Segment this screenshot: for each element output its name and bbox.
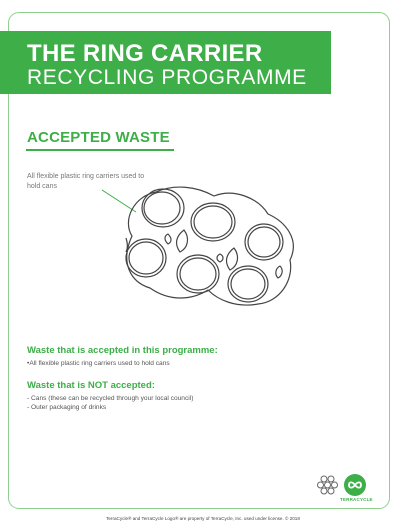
accepted-list-heading: Waste that is accepted in this programme: — [27, 345, 218, 356]
not-accepted-list — [27, 394, 193, 412]
hexagon-cluster-icon — [316, 474, 340, 498]
list-item: • All flexible plastic ring carriers used to hold cans — [27, 359, 170, 368]
infinity-loop-icon — [343, 473, 367, 497]
brand-wordmark: TERRACYCLE — [340, 497, 373, 502]
illustration-callout: All flexible plastic ring carriers used to hold cans — [27, 173, 145, 190]
not-accepted-list-heading: Waste that is NOT accepted: — [27, 380, 155, 391]
list-item: - Outer packaging of drinks — [27, 403, 193, 412]
ring-carrier-illustration — [116, 178, 300, 308]
heading-underline — [26, 149, 174, 151]
legal-footer: TerraCycle® and TerraCycle Logo® are property of TerraCycle, Inc. used under license. © 2018 — [106, 516, 300, 521]
accepted-list — [27, 359, 170, 368]
page-subtitle: RECYCLING PROGRAMME — [27, 66, 307, 89]
list-item: - Cans (these can be recycled through your local council) — [27, 394, 193, 403]
accepted-waste-heading: ACCEPTED WASTE — [27, 129, 170, 146]
page-title: THE RING CARRIER — [27, 40, 263, 67]
